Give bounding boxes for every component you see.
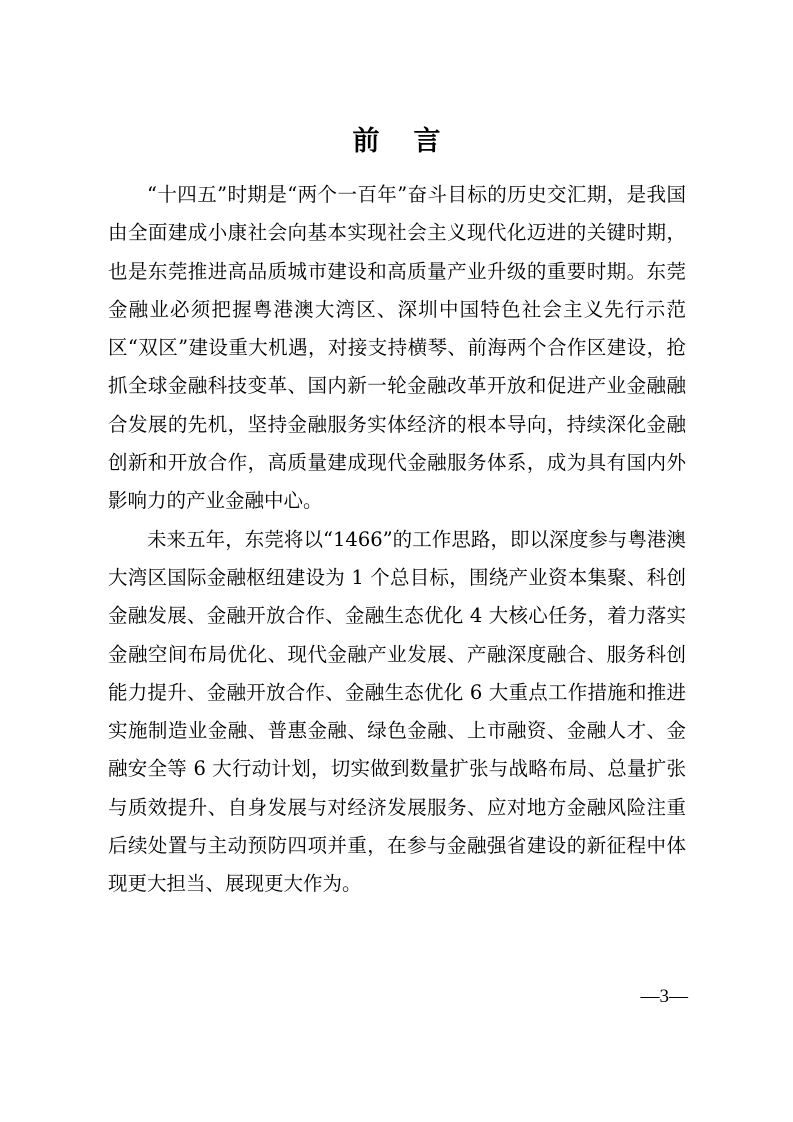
body-text (108, 176, 686, 904)
page-number: —3— (640, 986, 688, 1007)
paragraph-2: 未来五年，东莞将以“1466”的工作思路，即以深度参与粤港澳大湾区国际金融枢纽建设为 1 个总目标，围绕产业资本集聚、科创金融发展、金融开放合作、金融生态优化 4 大核心任务，着力落实金融空间布局优化、现代金融产业发展、产融深度融合、服务科创能力提升、金融开放合作、金融生态优化 6 大重点工作措施和推进实施制造业金融、普惠金融、绿色金融、上市融资、金融人才、金融安全等 6 大行动计划，切实做到数量扩张与战略布局、总量扩张与质效提升、自身发展与对经济发展服务、应对地方金融风险注重后续处置与主动预防四项并重，在参与金融强省建设的新征程中体现更大担当、展现更大作为。 (108, 527, 686, 896)
page-title: 前言 (352, 126, 475, 157)
paragraph-1: “十四五”时期是“两个一百年”奋斗目标的历史交汇期，是我国由全面建成小康社会向基本实现社会主义现代化迈进的关键时期，也是东莞推进高品质城市建设和高质量产业升级的重要时期。东莞金融业必须把握粤港澳大湾区、深圳中国特色社会主义先行示范区“双区”建设重大机遇，对接支持横琴、前海两个合作区建设，抢抓全球金融科技变革、国内新一轮金融改革开放和促进产业金融融合发展的先机，坚持金融服务实体经济的根本导向，持续深化金融创新和开放合作，高质量建成现代金融服务体系，成为具有国内外影响力的产业金融中心。 (108, 183, 686, 513)
